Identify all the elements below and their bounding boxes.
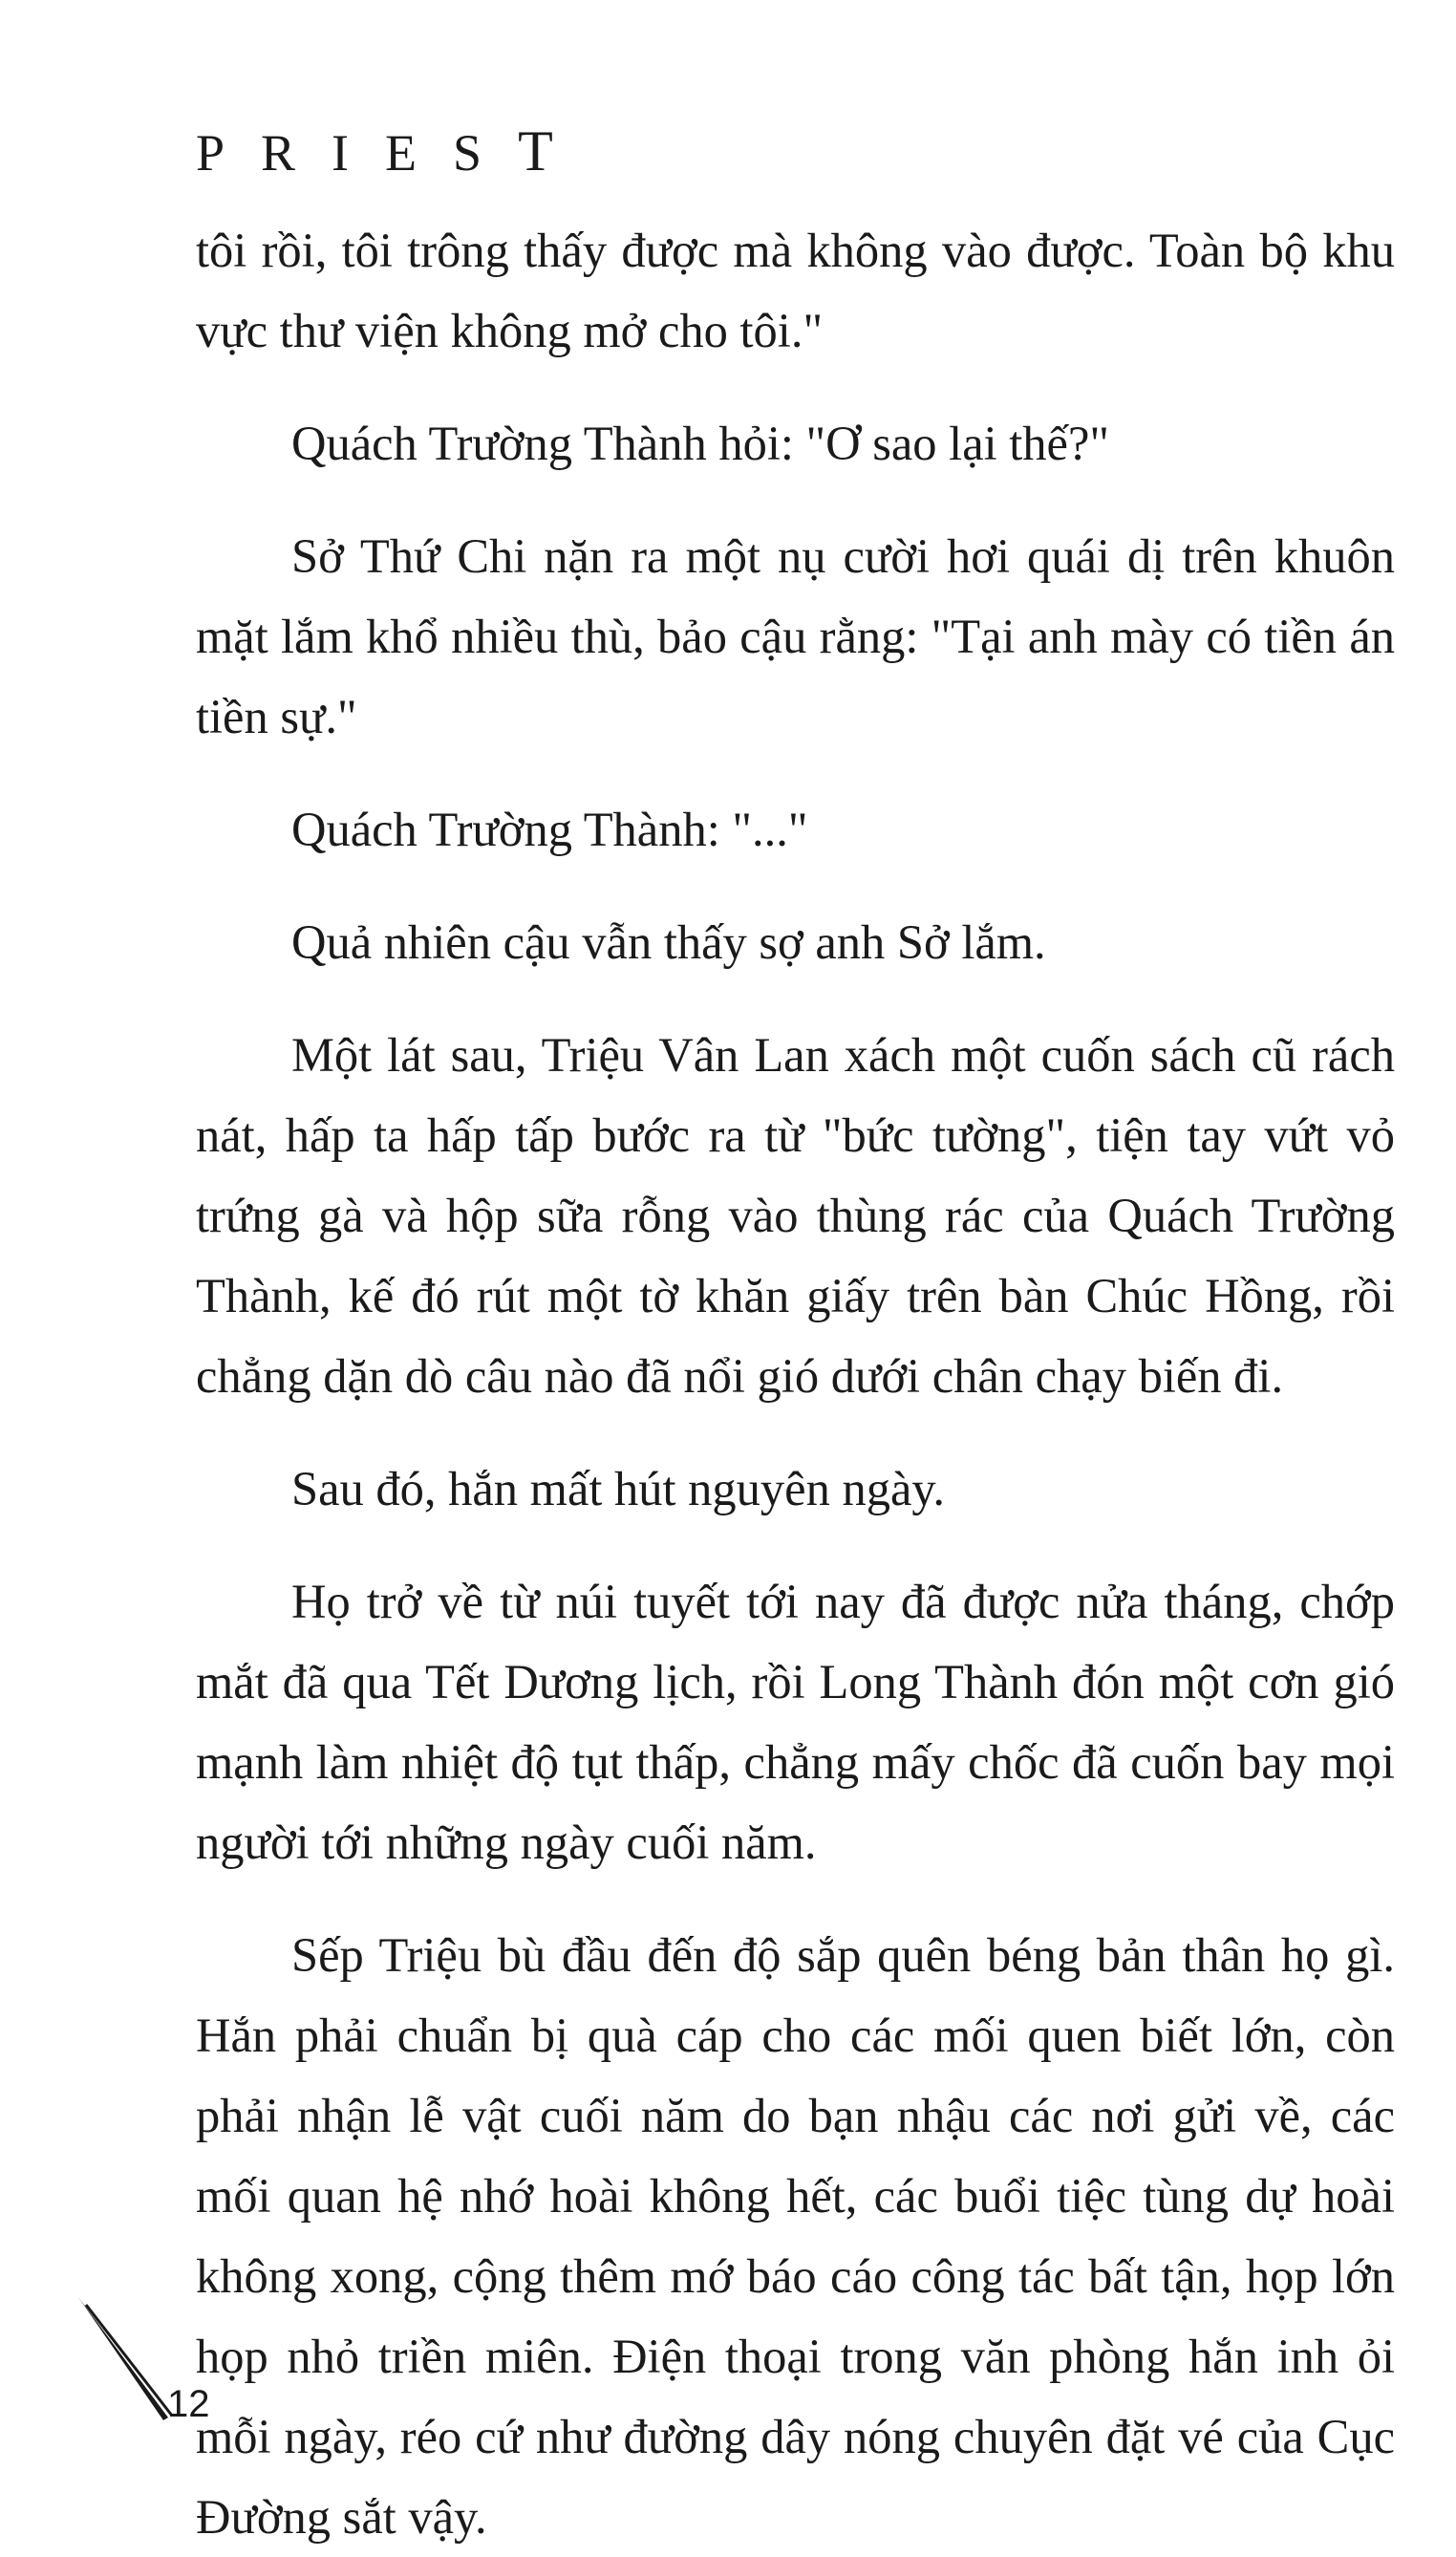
paragraph: Quả nhiên cậu vẫn thấy sợ anh Sở lắm. xyxy=(291,915,1046,969)
paragraph: Sở Thứ Chi nặn ra một nụ cười hơi quái dị trên khuôn mặt lắm khổ nhiều thù, bảo cậu rằng: "Tại anh mày có tiền án tiền sự." xyxy=(196,529,1395,743)
paragraph: Quách Trường Thành hỏi: "Ơ sao lại thế?" xyxy=(291,417,1109,470)
body-text xyxy=(196,210,1395,2557)
page-number: 12 xyxy=(167,2383,210,2425)
paragraph: Quách Trường Thành: "..." xyxy=(291,803,808,856)
paragraph: Một lát sau, Triệu Vân Lan xách một cuốn sách cũ rách nát, hấp ta hấp tấp bước ra từ "bức tường", tiện tay vứt vỏ trứng gà và hộp sữa rỗng vào thùng rác của Quách Trường Thành, kế đó rút một tờ khăn giấy trên bàn Chúc Hồng, rồi chẳng dặn dò câu nào đã nổi gió dưới chân chạy biến đi. xyxy=(196,1028,1395,1403)
paragraph: Họ trở về từ núi tuyết tới nay đã được nửa tháng, chớp mắt đã qua Tết Dương lịch, rồi Long Thành đón một cơn gió mạnh làm nhiệt độ tụt thấp, chẳng mấy chốc đã cuốn bay mọi người tới những ngày cuối năm. xyxy=(196,1575,1395,1869)
page-footer xyxy=(76,2293,248,2437)
running-head-title: PRIES xyxy=(196,124,519,182)
running-head-cross-letter: T xyxy=(518,119,553,183)
running-head xyxy=(196,119,553,183)
paragraph: tôi rồi, tôi trông thấy được mà không vào được. Toàn bộ khu vực thư viện không mở cho tôi." xyxy=(196,224,1395,357)
corner-flourish-icon xyxy=(76,2293,248,2437)
paragraph: Sếp Triệu bù đầu đến độ sắp quên béng bản thân họ gì. Hắn phải chuẩn bị quà cáp cho các mối quen biết lớn, còn phải nhận lễ vật cuối năm do bạn nhậu các nơi gửi về, các mối quan hệ nhớ hoài không hết, các buổi tiệc tùng dự hoài không xong, cộng thêm mớ báo cáo công tác bất tận, họp lớn họp nhỏ triền miên. Điện thoại trong văn phòng hắn inh ỏi mỗi ngày, réo cứ như đường dây nóng chuyên đặt vé của Cục Đường sắt vậy. xyxy=(196,1928,1395,2544)
paragraph: Sau đó, hắn mất hút nguyên ngày. xyxy=(291,1462,945,1515)
